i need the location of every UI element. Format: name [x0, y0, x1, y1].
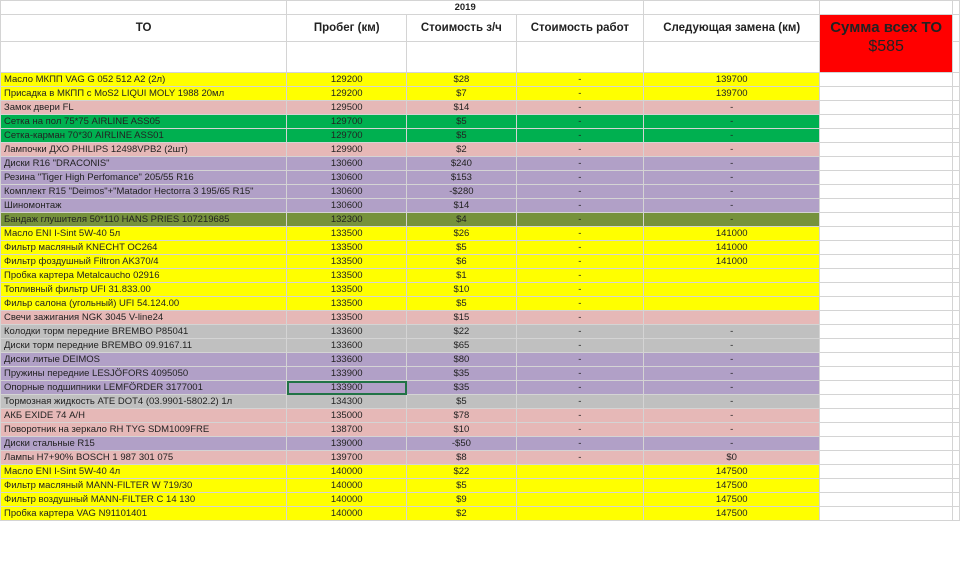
next-replacement-cell[interactable]: -: [644, 353, 820, 367]
mileage-cell[interactable]: 129700: [287, 129, 407, 143]
empty-cell-g[interactable]: [952, 115, 959, 129]
mileage-cell[interactable]: 129500: [287, 101, 407, 115]
header-mileage[interactable]: Пробег (км): [287, 15, 407, 42]
empty-cell-g[interactable]: [952, 283, 959, 297]
cell-e3[interactable]: [644, 42, 820, 73]
empty-cell-g[interactable]: [952, 255, 959, 269]
table-row: [1, 241, 960, 255]
work-cost-cell[interactable]: -: [516, 157, 643, 171]
next-replacement-cell[interactable]: -: [644, 437, 820, 451]
next-replacement-cell[interactable]: -: [644, 325, 820, 339]
total-label: Сумма всех ТО: [830, 19, 943, 36]
item-name-cell[interactable]: Колодки торм передние BREMBO P85041: [1, 325, 287, 339]
empty-cell-g[interactable]: [952, 101, 959, 115]
work-cost-cell[interactable]: -: [516, 171, 643, 185]
empty-cell-f[interactable]: [820, 241, 953, 255]
mileage-cell[interactable]: 133500: [287, 255, 407, 269]
mileage-cell[interactable]: 133500: [287, 297, 407, 311]
parts-cost-cell[interactable]: $28: [407, 73, 516, 87]
work-cost-cell[interactable]: -: [516, 115, 643, 129]
empty-cell-g[interactable]: [952, 339, 959, 353]
empty-cell-f[interactable]: [820, 87, 953, 101]
work-cost-cell[interactable]: -: [516, 241, 643, 255]
work-cost-cell[interactable]: -: [516, 143, 643, 157]
item-name-cell[interactable]: Диски литые DEIMOS: [1, 353, 287, 367]
empty-cell-g[interactable]: [952, 297, 959, 311]
item-name-cell[interactable]: АКБ EXIDE 74 А/Н: [1, 409, 287, 423]
work-cost-cell[interactable]: -: [516, 255, 643, 269]
year-row: [1, 1, 960, 15]
empty-cell-f[interactable]: [820, 73, 953, 87]
item-name-cell[interactable]: Сетка на пол 75*75 AIRLINE ASS05: [1, 115, 287, 129]
work-cost-cell[interactable]: -: [516, 87, 643, 101]
empty-cell-g[interactable]: [952, 423, 959, 437]
empty-cell-f[interactable]: [820, 283, 953, 297]
parts-cost-cell[interactable]: $78: [407, 409, 516, 423]
mileage-cell[interactable]: 140000: [287, 479, 407, 493]
empty-cell-g[interactable]: [952, 129, 959, 143]
parts-cost-cell[interactable]: $5: [407, 297, 516, 311]
year-label[interactable]: 2019: [287, 1, 644, 15]
empty-cell-g[interactable]: [952, 157, 959, 171]
item-name-cell[interactable]: Комплект R15 "Deimos"+"Matador Hectorra 3 195/65 R15": [1, 185, 287, 199]
next-replacement-cell[interactable]: 147500: [644, 479, 820, 493]
parts-cost-cell[interactable]: $8: [407, 451, 516, 465]
item-name-cell[interactable]: Фильтр воздушный MANN-FILTER C 14 130: [1, 493, 287, 507]
next-replacement-cell[interactable]: -: [644, 171, 820, 185]
empty-cell-f[interactable]: [820, 409, 953, 423]
next-replacement-cell[interactable]: 141000: [644, 255, 820, 269]
work-cost-cell[interactable]: -: [516, 381, 643, 395]
item-name-cell[interactable]: Лампочки ДХО PHILIPS 12498VPB2 (2шт): [1, 143, 287, 157]
table-row: [1, 465, 960, 479]
work-cost-cell[interactable]: -: [516, 227, 643, 241]
empty-cell-g[interactable]: [952, 269, 959, 283]
cell-d3[interactable]: [516, 42, 643, 73]
empty-cell-f[interactable]: [820, 381, 953, 395]
parts-cost-cell[interactable]: $2: [407, 143, 516, 157]
work-cost-cell[interactable]: -: [516, 325, 643, 339]
cell-c3[interactable]: [407, 42, 516, 73]
work-cost-cell[interactable]: -: [516, 395, 643, 409]
mileage-cell[interactable]: 129900: [287, 143, 407, 157]
work-cost-cell[interactable]: -: [516, 297, 643, 311]
next-replacement-cell[interactable]: 139700: [644, 73, 820, 87]
item-name-cell[interactable]: Диски стальные R15: [1, 437, 287, 451]
parts-cost-cell[interactable]: $7: [407, 87, 516, 101]
cell-f1[interactable]: [820, 1, 953, 15]
table-row: [1, 437, 960, 451]
table-row: [1, 101, 960, 115]
mileage-cell[interactable]: 138700: [287, 423, 407, 437]
next-replacement-cell[interactable]: -: [644, 185, 820, 199]
empty-cell-f[interactable]: [820, 339, 953, 353]
work-cost-cell[interactable]: -: [516, 451, 643, 465]
mileage-cell[interactable]: 139000: [287, 437, 407, 451]
parts-cost-cell[interactable]: $5: [407, 479, 516, 493]
header-to[interactable]: ТО: [1, 15, 287, 42]
work-cost-cell[interactable]: -: [516, 367, 643, 381]
next-replacement-cell[interactable]: -: [644, 367, 820, 381]
parts-cost-cell[interactable]: $14: [407, 101, 516, 115]
work-cost-cell[interactable]: -: [516, 283, 643, 297]
empty-cell-g[interactable]: [952, 73, 959, 87]
table-row: [1, 367, 960, 381]
item-name-cell[interactable]: Шиномонтаж: [1, 199, 287, 213]
parts-cost-cell[interactable]: $10: [407, 283, 516, 297]
parts-cost-cell[interactable]: $14: [407, 199, 516, 213]
parts-cost-cell[interactable]: $9: [407, 493, 516, 507]
cell-a1[interactable]: [1, 1, 287, 15]
empty-cell-f[interactable]: [820, 367, 953, 381]
item-name-cell[interactable]: Пробка картера VAG N91101401: [1, 507, 287, 521]
mileage-cell[interactable]: 133600: [287, 353, 407, 367]
table-row: [1, 199, 960, 213]
empty-cell-g[interactable]: [952, 227, 959, 241]
table-row: [1, 339, 960, 353]
parts-cost-cell[interactable]: $10: [407, 423, 516, 437]
next-replacement-cell[interactable]: [644, 297, 820, 311]
empty-cell-g[interactable]: [952, 199, 959, 213]
table-row: [1, 493, 960, 507]
table-row: [1, 227, 960, 241]
parts-cost-cell[interactable]: $26: [407, 227, 516, 241]
table-row: [1, 311, 960, 325]
work-cost-cell[interactable]: [516, 493, 643, 507]
empty-cell-g[interactable]: [952, 325, 959, 339]
table-row: [1, 157, 960, 171]
mileage-cell[interactable]: 130600: [287, 185, 407, 199]
item-name-cell[interactable]: Бандаж глушителя 50*110 HANS PRIES 107219685: [1, 213, 287, 227]
empty-cell-f[interactable]: [820, 311, 953, 325]
cell-b3[interactable]: [287, 42, 407, 73]
parts-cost-cell[interactable]: $5: [407, 129, 516, 143]
table-row: [1, 255, 960, 269]
empty-cell-g[interactable]: [952, 479, 959, 493]
mileage-cell[interactable]: 130600: [287, 171, 407, 185]
table-row: [1, 115, 960, 129]
next-replacement-cell[interactable]: -: [644, 213, 820, 227]
work-cost-cell[interactable]: -: [516, 311, 643, 325]
work-cost-cell[interactable]: [516, 479, 643, 493]
mileage-cell[interactable]: 129200: [287, 73, 407, 87]
table-row: [1, 171, 960, 185]
header-work-cost[interactable]: Стоимость работ: [516, 15, 643, 42]
work-cost-cell[interactable]: -: [516, 423, 643, 437]
parts-cost-cell[interactable]: -$50: [407, 437, 516, 451]
mileage-cell[interactable]: 133500: [287, 227, 407, 241]
mileage-cell[interactable]: 139700: [287, 451, 407, 465]
next-replacement-cell[interactable]: $0: [644, 451, 820, 465]
next-replacement-cell[interactable]: -: [644, 395, 820, 409]
table-row: [1, 451, 960, 465]
parts-cost-cell[interactable]: $35: [407, 367, 516, 381]
parts-cost-cell[interactable]: $153: [407, 171, 516, 185]
empty-cell-g[interactable]: [952, 493, 959, 507]
empty-cell-f[interactable]: [820, 129, 953, 143]
mileage-cell[interactable]: 140000: [287, 493, 407, 507]
table-row: [1, 353, 960, 367]
cell-g3[interactable]: [952, 42, 959, 73]
empty-cell-g[interactable]: [952, 241, 959, 255]
parts-cost-cell[interactable]: $4: [407, 213, 516, 227]
mileage-cell[interactable]: 130600: [287, 157, 407, 171]
table-row: [1, 87, 960, 101]
parts-cost-cell[interactable]: $35: [407, 381, 516, 395]
item-name-cell[interactable]: Масло ENI I-Sint 5W-40 4л: [1, 465, 287, 479]
next-replacement-cell[interactable]: -: [644, 157, 820, 171]
table-row: [1, 73, 960, 87]
parts-cost-cell[interactable]: $65: [407, 339, 516, 353]
next-replacement-cell[interactable]: -: [644, 101, 820, 115]
parts-cost-cell[interactable]: $1: [407, 269, 516, 283]
cell-a3[interactable]: [1, 42, 287, 73]
empty-cell-f[interactable]: [820, 157, 953, 171]
parts-cost-cell[interactable]: $22: [407, 465, 516, 479]
table-row: [1, 409, 960, 423]
empty-cell-f[interactable]: [820, 465, 953, 479]
empty-cell-g[interactable]: [952, 381, 959, 395]
item-name-cell[interactable]: Диски торм передние BREMBO 09.9167.11: [1, 339, 287, 353]
item-name-cell[interactable]: Масло ENI I-Sint 5W-40 5л: [1, 227, 287, 241]
header-parts-cost[interactable]: Стоимость з/ч: [407, 15, 516, 42]
parts-cost-cell[interactable]: $22: [407, 325, 516, 339]
empty-cell-g[interactable]: [952, 507, 959, 521]
empty-cell-f[interactable]: [820, 479, 953, 493]
work-cost-cell[interactable]: -: [516, 199, 643, 213]
item-name-cell[interactable]: Опорные подшипники LEMFÖRDER 3177001: [1, 381, 287, 395]
next-replacement-cell[interactable]: 147500: [644, 493, 820, 507]
empty-cell-f[interactable]: [820, 227, 953, 241]
empty-cell-f[interactable]: [820, 493, 953, 507]
work-cost-cell[interactable]: -: [516, 353, 643, 367]
parts-cost-cell[interactable]: $5: [407, 115, 516, 129]
empty-cell-f[interactable]: [820, 143, 953, 157]
mileage-cell[interactable]: 140000: [287, 507, 407, 521]
next-replacement-cell[interactable]: -: [644, 409, 820, 423]
empty-cell-f[interactable]: [820, 507, 953, 521]
blank-row: [1, 42, 960, 73]
cell-g2[interactable]: [952, 15, 959, 42]
work-cost-cell[interactable]: -: [516, 129, 643, 143]
item-name-cell[interactable]: Пробка картера Metalcaucho 02916: [1, 269, 287, 283]
cell-g1[interactable]: [952, 1, 959, 15]
table-row: [1, 297, 960, 311]
work-cost-cell[interactable]: -: [516, 73, 643, 87]
next-replacement-cell[interactable]: 141000: [644, 227, 820, 241]
empty-cell-f[interactable]: [820, 353, 953, 367]
mileage-cell[interactable]: 133600: [287, 325, 407, 339]
mileage-cell[interactable]: 134300: [287, 395, 407, 409]
mileage-cell[interactable]: 133500: [287, 283, 407, 297]
work-cost-cell[interactable]: -: [516, 409, 643, 423]
work-cost-cell[interactable]: [516, 465, 643, 479]
mileage-cell[interactable]: 129200: [287, 87, 407, 101]
empty-cell-f[interactable]: [820, 255, 953, 269]
parts-cost-cell[interactable]: $6: [407, 255, 516, 269]
next-replacement-cell[interactable]: 147500: [644, 465, 820, 479]
work-cost-cell[interactable]: -: [516, 101, 643, 115]
next-replacement-cell[interactable]: 141000: [644, 241, 820, 255]
empty-cell-g[interactable]: [952, 451, 959, 465]
empty-cell-f[interactable]: [820, 171, 953, 185]
mileage-cell[interactable]: 133600: [287, 339, 407, 353]
empty-cell-g[interactable]: [952, 367, 959, 381]
item-name-cell[interactable]: Поворотник на зеркало RH TYG SDM1009FRE: [1, 423, 287, 437]
next-replacement-cell[interactable]: [644, 311, 820, 325]
next-replacement-cell[interactable]: -: [644, 199, 820, 213]
mileage-cell[interactable]: 133500: [287, 241, 407, 255]
next-replacement-cell[interactable]: -: [644, 115, 820, 129]
total-cell[interactable]: [820, 15, 953, 73]
next-replacement-cell[interactable]: 147500: [644, 507, 820, 521]
table-row: [1, 129, 960, 143]
table-row: [1, 325, 960, 339]
parts-cost-cell[interactable]: $5: [407, 395, 516, 409]
empty-cell-g[interactable]: [952, 353, 959, 367]
table-row: [1, 423, 960, 437]
item-name-cell[interactable]: Топливный фильтр UFI 31.833.00: [1, 283, 287, 297]
next-replacement-cell[interactable]: 139700: [644, 87, 820, 101]
item-name-cell[interactable]: Лампы H7+90% BOSCH 1 987 301 075: [1, 451, 287, 465]
table-row: [1, 507, 960, 521]
next-replacement-cell[interactable]: -: [644, 423, 820, 437]
table-row: [1, 185, 960, 199]
empty-cell-g[interactable]: [952, 87, 959, 101]
empty-cell-f[interactable]: [820, 185, 953, 199]
empty-cell-g[interactable]: [952, 409, 959, 423]
header-row: [1, 15, 960, 42]
item-name-cell[interactable]: Фильтр фоздушный Filtron AK370/4: [1, 255, 287, 269]
table-row: [1, 283, 960, 297]
empty-cell-f[interactable]: [820, 115, 953, 129]
mileage-cell[interactable]: 140000: [287, 465, 407, 479]
work-cost-cell[interactable]: -: [516, 269, 643, 283]
parts-cost-cell[interactable]: $15: [407, 311, 516, 325]
item-name-cell[interactable]: Сетка-карман 70*30 AIRLINE ASS01: [1, 129, 287, 143]
next-replacement-cell[interactable]: -: [644, 129, 820, 143]
empty-cell-g[interactable]: [952, 311, 959, 325]
next-replacement-cell[interactable]: -: [644, 143, 820, 157]
work-cost-cell[interactable]: -: [516, 437, 643, 451]
empty-cell-g[interactable]: [952, 185, 959, 199]
empty-cell-f[interactable]: [820, 325, 953, 339]
empty-cell-f[interactable]: [820, 437, 953, 451]
table-row: [1, 213, 960, 227]
next-replacement-cell[interactable]: -: [644, 381, 820, 395]
work-cost-cell[interactable]: [516, 507, 643, 521]
parts-cost-cell[interactable]: $240: [407, 157, 516, 171]
item-name-cell[interactable]: Масло МКПП VAG G 052 512 A2 (2л): [1, 73, 287, 87]
mileage-cell[interactable]: 135000: [287, 409, 407, 423]
header-next-replacement[interactable]: Следующая замена (км): [644, 15, 820, 42]
empty-cell-g[interactable]: [952, 395, 959, 409]
table-row: [1, 143, 960, 157]
item-name-cell[interactable]: Диски R16 "DRACONIS": [1, 157, 287, 171]
item-name-cell[interactable]: Пружины передние LESJÖFORS 4095050: [1, 367, 287, 381]
next-replacement-cell[interactable]: -: [644, 339, 820, 353]
empty-cell-g[interactable]: [952, 465, 959, 479]
table-row: [1, 479, 960, 493]
table-row: [1, 269, 960, 283]
mileage-cell[interactable]: 133900: [287, 367, 407, 381]
mileage-cell[interactable]: 133500: [287, 311, 407, 325]
work-cost-cell[interactable]: -: [516, 339, 643, 353]
empty-cell-f[interactable]: [820, 451, 953, 465]
mileage-cell[interactable]: 133900: [287, 381, 407, 395]
empty-cell-g[interactable]: [952, 437, 959, 451]
parts-cost-cell[interactable]: $5: [407, 241, 516, 255]
table-row: [1, 381, 960, 395]
parts-cost-cell[interactable]: $80: [407, 353, 516, 367]
mileage-cell[interactable]: 130600: [287, 199, 407, 213]
empty-cell-f[interactable]: [820, 213, 953, 227]
parts-cost-cell[interactable]: -$280: [407, 185, 516, 199]
next-replacement-cell[interactable]: [644, 269, 820, 283]
empty-cell-g[interactable]: [952, 213, 959, 227]
mileage-cell[interactable]: 132300: [287, 213, 407, 227]
next-replacement-cell[interactable]: [644, 283, 820, 297]
item-name-cell[interactable]: Резина "Tiger High Perfomance" 205/55 R16: [1, 171, 287, 185]
parts-cost-cell[interactable]: $2: [407, 507, 516, 521]
item-name-cell[interactable]: Фильтр масляный KNECHT OC264: [1, 241, 287, 255]
item-name-cell[interactable]: Замок двери FL: [1, 101, 287, 115]
work-cost-cell[interactable]: -: [516, 213, 643, 227]
empty-cell-g[interactable]: [952, 143, 959, 157]
empty-cell-f[interactable]: [820, 395, 953, 409]
item-name-cell[interactable]: Фильтр масляный MANN-FILTER W 719/30: [1, 479, 287, 493]
total-value: $585: [868, 38, 904, 55]
empty-cell-f[interactable]: [820, 101, 953, 115]
item-name-cell[interactable]: Свечи зажигания NGK 3045 V-line24: [1, 311, 287, 325]
cell-e1[interactable]: [644, 1, 820, 15]
mileage-cell[interactable]: 133500: [287, 269, 407, 283]
item-name-cell[interactable]: Присадка в МКПП с MoS2 LIQUI MOLY 1988 20мл: [1, 87, 287, 101]
mileage-cell[interactable]: 129700: [287, 115, 407, 129]
empty-cell-g[interactable]: [952, 171, 959, 185]
empty-cell-f[interactable]: [820, 423, 953, 437]
empty-cell-f[interactable]: [820, 297, 953, 311]
item-name-cell[interactable]: Фильр салона (угольный) UFI 54.124.00: [1, 297, 287, 311]
item-name-cell[interactable]: Тормозная жидкость ATE DOT4 (03.9901-5802.2) 1л: [1, 395, 287, 409]
empty-cell-f[interactable]: [820, 269, 953, 283]
table-row: [1, 395, 960, 409]
empty-cell-f[interactable]: [820, 199, 953, 213]
work-cost-cell[interactable]: -: [516, 185, 643, 199]
